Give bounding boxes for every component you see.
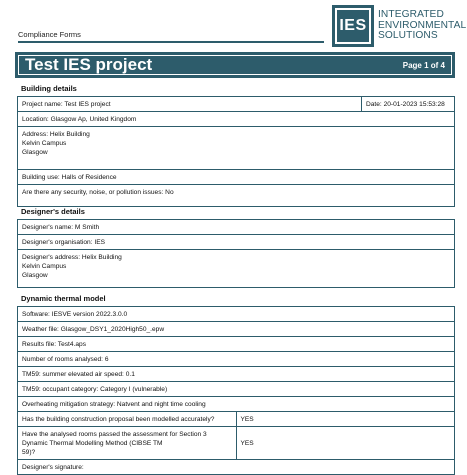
header-rule <box>18 41 324 43</box>
ies-logo-mark <box>332 5 374 47</box>
address-line: Kelvin Campus <box>22 262 67 270</box>
question-line: 59)? <box>22 448 36 456</box>
software-cell: Software: IESVE version 2022.3.0.0 <box>18 307 455 322</box>
logo-line: INTEGRATED <box>378 9 444 21</box>
section-title: Designer's details <box>21 207 85 216</box>
address-line: Glasgow <box>22 148 48 156</box>
designer-address-cell <box>18 250 455 288</box>
issues-cell: Are there any security, noise, or pollution issues: No <box>18 185 455 207</box>
construction-answer-cell: YES <box>236 412 455 427</box>
section-title: Building details <box>21 84 77 93</box>
date-cell: Date: 20-01-2023 15:53:28 <box>362 97 455 112</box>
rooms-analysed-cell: Number of rooms analysed: 6 <box>18 352 455 367</box>
ies-logo <box>332 5 466 47</box>
designer-details-section <box>17 207 455 288</box>
logo-line: ENVIRONMENTAL <box>378 19 467 31</box>
building-details-section <box>17 84 455 207</box>
building-use-cell: Building use: Halls of Residence <box>18 170 455 185</box>
address-line: Designer's address: Helix Building <box>22 253 122 261</box>
dynamic-thermal-model-section <box>17 294 455 475</box>
project-name-cell: Project name: Test IES project <box>18 97 362 112</box>
results-file-cell: Results file: Test4.aps <box>18 337 455 352</box>
assessment-answer-cell: YES <box>236 427 455 460</box>
occupant-category-cell: TM59: occupant category: Category I (vulnerable) <box>18 382 455 397</box>
page-indicator: Page 1 of 4 <box>402 60 445 70</box>
address-line: Address: Helix Building <box>22 130 90 138</box>
question-line: Have the analysed rooms passed the assessment for Section 3 Dynamic Thermal Modelling Method (CIBSE TM <box>22 430 207 447</box>
address-cell <box>18 127 455 170</box>
section-title: Dynamic thermal model <box>21 294 106 303</box>
address-line: Glasgow <box>22 271 48 279</box>
mitigation-strategy-cell: Overheating mitigation strategy: Natvent and night time cooling <box>18 397 455 412</box>
signature-cell: Designer's signature: <box>18 460 455 475</box>
document-label: Compliance Forms <box>18 30 81 39</box>
logo-line: SOLUTIONS <box>378 30 438 42</box>
designer-details-table <box>17 219 455 288</box>
construction-question-cell: Has the building construction proposal been modelled accurately? <box>18 412 237 427</box>
assessment-question-cell <box>18 427 237 460</box>
title-banner <box>15 52 455 78</box>
ies-logo-mark-text: IES <box>339 17 367 34</box>
location-cell: Location: Glasgow Ap, United Kingdom <box>18 112 455 127</box>
address-line: Kelvin Campus <box>22 139 67 147</box>
building-details-table <box>17 96 455 207</box>
designer-name-cell: Designer's name: M Smith <box>18 220 455 235</box>
ies-logo-wordmark <box>378 10 466 41</box>
weather-file-cell: Weather file: Glasgow_DSY1_2020High50_.epw <box>18 322 455 337</box>
designer-organisation-cell: Designer's organisation: IES <box>18 235 455 250</box>
dynamic-thermal-model-table <box>17 306 455 475</box>
project-title: Test IES project <box>25 55 153 74</box>
air-speed-cell: TM59: summer elevated air speed: 0.1 <box>18 367 455 382</box>
